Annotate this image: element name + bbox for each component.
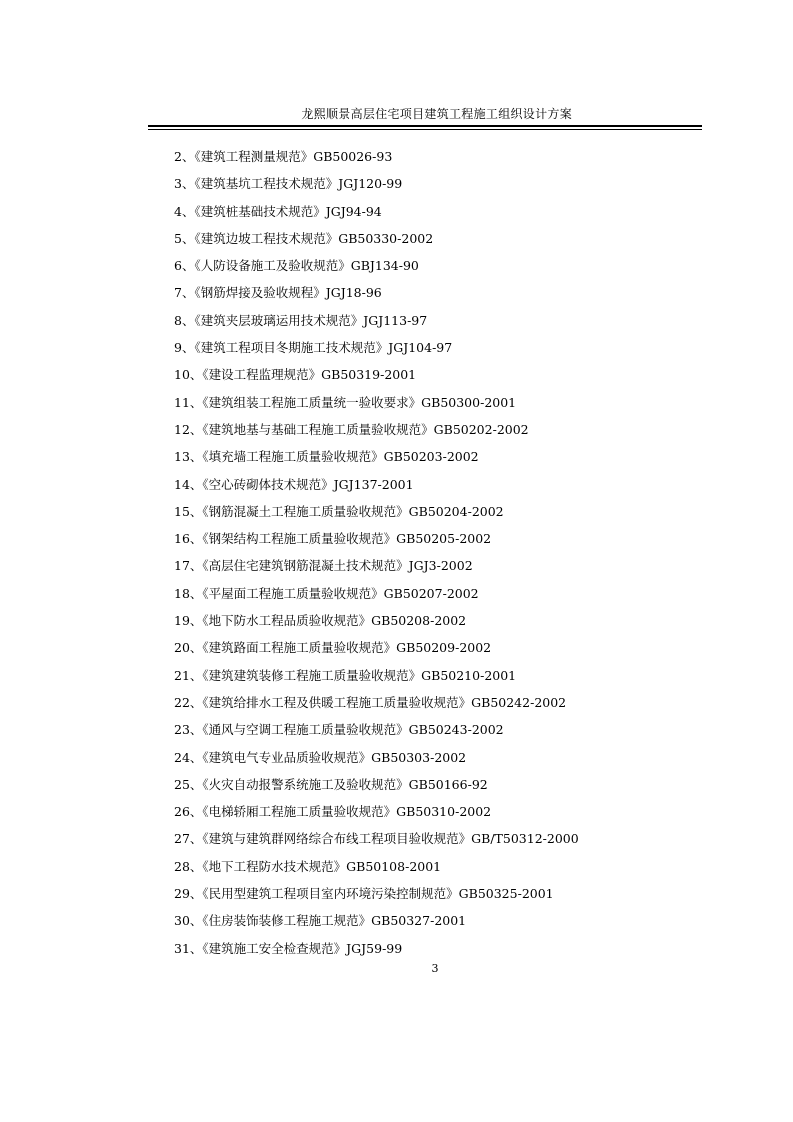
reference-item: 23、《通风与空调工程施工质量验收规范》GB50243-2002: [174, 722, 504, 738]
reference-item: 9、《建筑工程项目冬期施工技术规范》JGJ104-97: [174, 340, 453, 356]
reference-item: 6、《人防设备施工及验收规范》GBJ134-90: [174, 258, 419, 274]
reference-item: 28、《地下工程防水技术规范》GB50108-2001: [174, 858, 442, 874]
reference-item: 20、《建筑路面工程施工质量验收规范》GB50209-2002: [174, 640, 492, 656]
page-header-title: 龙熙顺景高层住宅项目建筑工程施工组织设计方案: [301, 107, 572, 121]
reference-item: 10、《建设工程监理规范》GB50319-2001: [174, 367, 417, 383]
reference-item: 31、《建筑施工安全检查规范》JGJ59-99: [174, 940, 403, 956]
reference-item: 15、《钢筋混凝土工程施工质量验收规范》GB50204-2002: [174, 503, 504, 519]
reference-item: 4、《建筑桩基础技术规范》JGJ94-94: [174, 203, 382, 219]
reference-item: 13、《填充墙工程施工质量验收规范》GB50203-2002: [174, 449, 479, 465]
reference-item: 7、《钢筋焊接及验收规程》JGJ18-96: [174, 285, 382, 301]
reference-item: 16、《钢架结构工程施工质量验收规范》GB50205-2002: [174, 531, 492, 547]
header-rule-thin: [148, 129, 702, 130]
standards-reference-list: [174, 147, 579, 966]
reference-item: 8、《建筑夹层玻璃运用技术规范》JGJ113-97: [174, 312, 428, 328]
reference-item: 19、《地下防水工程品质验收规范》GB50208-2002: [174, 613, 467, 629]
reference-item: 2、《建筑工程测量规范》GB50026-93: [174, 149, 393, 164]
header-rule-thick: [148, 125, 702, 127]
reference-item: 30、《住房装饰装修工程施工规范》GB50327-2001: [174, 913, 467, 929]
reference-item: 26、《电梯轿厢工程施工质量验收规范》GB50310-2002: [174, 804, 492, 820]
reference-item: 5、《建筑边坡工程技术规范》GB50330-2002: [174, 230, 434, 246]
reference-item: 22、《建筑给排水工程及供暖工程施工质量验收规范》GB50242-2002: [174, 694, 567, 710]
page-number: 3: [431, 962, 439, 975]
reference-item: 3、《建筑基坑工程技术规范》JGJ120-99: [174, 176, 403, 192]
reference-item: 25、《火灾自动报警系统施工及验收规范》GB50166-92: [174, 776, 488, 792]
reference-item: 27、《建筑与建筑群网络综合布线工程项目验收规范》GB/T50312-2000: [174, 831, 579, 847]
reference-item: 29、《民用型建筑工程项目室内环境污染控制规范》GB50325-2001: [174, 886, 554, 902]
reference-item: 17、《高层住宅建筑钢筋混凝土技术规范》JGJ3-2002: [174, 558, 473, 574]
reference-item: 21、《建筑建筑装修工程施工质量验收规范》GB50210-2001: [174, 667, 517, 683]
reference-item: 11、《建筑组装工程施工质量统一验收要求》GB50300-2001: [174, 394, 517, 410]
reference-item: 12、《建筑地基与基础工程施工质量验收规范》GB50202-2002: [174, 421, 529, 437]
reference-item: 18、《平屋面工程施工质量验收规范》GB50207-2002: [174, 585, 479, 601]
reference-item: 24、《建筑电气专业品质验收规范》GB50303-2002: [174, 749, 467, 765]
reference-item: 14、《空心砖砌体技术规范》JGJ137-2001: [174, 476, 414, 492]
